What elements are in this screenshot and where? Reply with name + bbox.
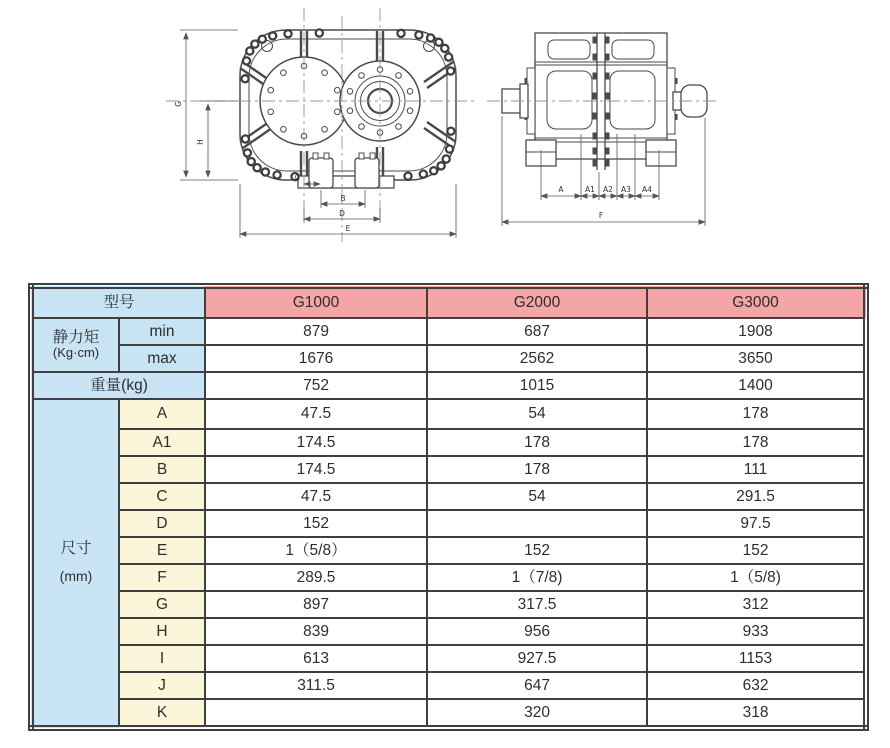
value-cell: 933 <box>647 618 866 645</box>
row-label-min: min <box>119 318 205 345</box>
dim-label-E: E <box>345 224 351 233</box>
static-moment-unit: (Kg·cm) <box>52 345 100 361</box>
table-row-dim-E <box>31 537 866 564</box>
value-cell: 317.5 <box>427 591 647 618</box>
table-row-max <box>31 345 866 372</box>
dim-label-F: F <box>598 211 604 220</box>
value-cell: 1676 <box>205 345 427 372</box>
side-view-drawing <box>487 33 720 226</box>
table-row-dim-G <box>31 591 866 618</box>
technical-drawings <box>0 0 890 272</box>
model-header-g1000: G1000 <box>205 286 427 318</box>
value-cell: 927.5 <box>427 645 647 672</box>
dim-row-label: K <box>119 699 205 728</box>
value-cell: 1（5/8) <box>647 564 866 591</box>
table-row-dim-C <box>31 483 866 510</box>
value-cell: 178 <box>647 429 866 456</box>
dim-label-A3: A3 <box>621 185 631 194</box>
dim-row-label: H <box>119 618 205 645</box>
dim-label-H: H <box>196 139 205 145</box>
value-cell: 320 <box>427 699 647 728</box>
table-row-weight <box>31 372 866 399</box>
row-label-max: max <box>119 345 205 372</box>
dim-label-A1: A1 <box>585 185 595 194</box>
value-cell: 1400 <box>647 372 866 399</box>
dim-label-A4: A4 <box>642 185 652 194</box>
value-cell: 752 <box>205 372 427 399</box>
value-cell: 647 <box>427 672 647 699</box>
dimensions-title: 尺寸 <box>60 539 92 557</box>
value-cell: 613 <box>205 645 427 672</box>
value-cell: 178 <box>427 429 647 456</box>
table-row-min <box>31 318 866 345</box>
value-cell: 1908 <box>647 318 866 345</box>
dim-row-label: C <box>119 483 205 510</box>
value-cell: 1153 <box>647 645 866 672</box>
dim-label-G: G <box>174 101 183 107</box>
value-cell: 152 <box>205 510 427 537</box>
gearbox-drawing-svg <box>0 0 890 272</box>
dim-label-A: A <box>558 185 564 194</box>
value-cell: 178 <box>647 399 866 429</box>
model-header-label: 型号 <box>31 286 205 318</box>
table-row-dim-A1 <box>31 429 866 456</box>
value-cell: 47.5 <box>205 483 427 510</box>
value-cell: 318 <box>647 699 866 728</box>
dim-label-A2: A2 <box>603 185 613 194</box>
value-cell: 47.5 <box>205 399 427 429</box>
dim-row-label: A1 <box>119 429 205 456</box>
value-cell: 289.5 <box>205 564 427 591</box>
model-header-g3000: G3000 <box>647 286 866 318</box>
value-cell: 312 <box>647 591 866 618</box>
dim-row-label: I <box>119 645 205 672</box>
value-cell: 54 <box>427 399 647 429</box>
static-moment-label <box>31 318 119 372</box>
value-cell: 291.5 <box>647 483 866 510</box>
table-header-row <box>31 286 866 318</box>
dim-row-label: G <box>119 591 205 618</box>
value-cell: 879 <box>205 318 427 345</box>
table-row-dim-K <box>31 699 866 728</box>
value-cell: 632 <box>647 672 866 699</box>
spec-table <box>28 283 869 731</box>
dim-label-C: C <box>294 173 300 182</box>
value-cell: 3650 <box>647 345 866 372</box>
dim-label-B: B <box>340 194 346 203</box>
value-cell: 97.5 <box>647 510 866 537</box>
dim-row-label: J <box>119 672 205 699</box>
value-cell <box>205 699 427 728</box>
table-row-dim-D <box>31 510 866 537</box>
table-row-dim-B <box>31 456 866 483</box>
value-cell: 2562 <box>427 345 647 372</box>
dim-row-label: D <box>119 510 205 537</box>
dim-row-label: E <box>119 537 205 564</box>
value-cell: 1（7/8) <box>427 564 647 591</box>
value-cell: 687 <box>427 318 647 345</box>
value-cell: 956 <box>427 618 647 645</box>
dimensions-body <box>31 399 866 728</box>
table-row-dim-J <box>31 672 866 699</box>
table-row-dim-H <box>31 618 866 645</box>
table-row-dim-A <box>31 399 866 429</box>
model-header-g2000: G2000 <box>427 286 647 318</box>
value-cell: 178 <box>427 456 647 483</box>
dim-label-D: D <box>339 209 345 218</box>
value-cell: 111 <box>647 456 866 483</box>
value-cell: 54 <box>427 483 647 510</box>
dimensions-unit: (mm) <box>59 568 93 585</box>
table-row-dim-F <box>31 564 866 591</box>
value-cell: 897 <box>205 591 427 618</box>
dim-row-label: A <box>119 399 205 429</box>
value-cell: 1（5/8） <box>205 537 427 564</box>
value-cell: 152 <box>427 537 647 564</box>
value-cell: 839 <box>205 618 427 645</box>
dim-row-label: B <box>119 456 205 483</box>
static-moment-title: 静力矩 <box>52 329 100 347</box>
value-cell: 174.5 <box>205 429 427 456</box>
table-row-dim-I <box>31 645 866 672</box>
dimensions-label <box>31 399 119 728</box>
dim-row-label: F <box>119 564 205 591</box>
value-cell: 311.5 <box>205 672 427 699</box>
front-view-drawing <box>166 8 478 242</box>
weight-label: 重量(kg) <box>31 372 205 399</box>
value-cell: 152 <box>647 537 866 564</box>
value-cell: 174.5 <box>205 456 427 483</box>
value-cell: 1015 <box>427 372 647 399</box>
value-cell <box>427 510 647 537</box>
